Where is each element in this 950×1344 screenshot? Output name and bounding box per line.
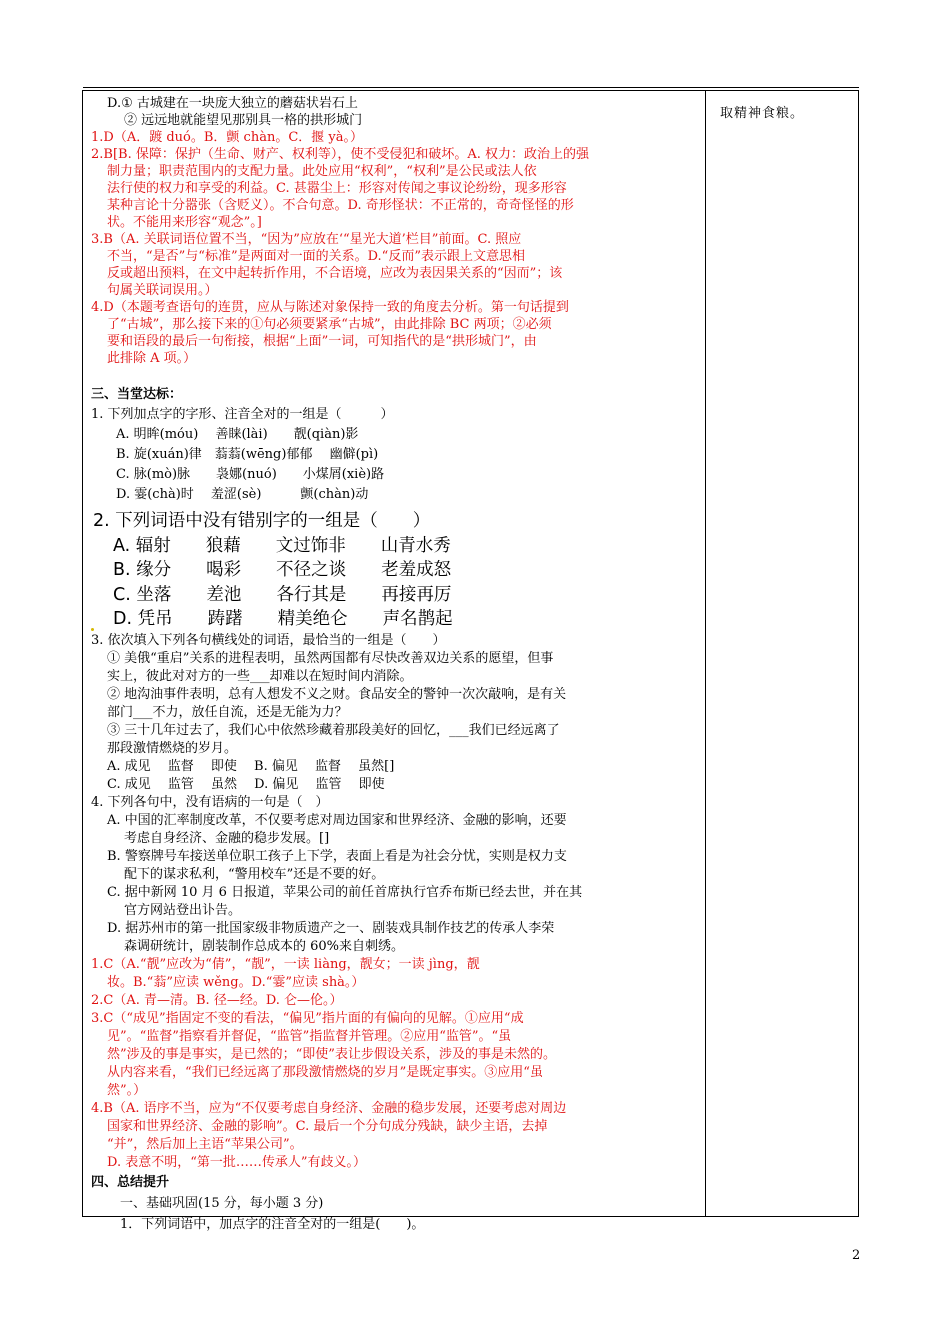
- answer-line: “并”，然后加上主语“苹果公司”。: [107, 1137, 303, 1152]
- page-number: 2: [852, 1248, 861, 1263]
- question-4-line: 配下的谋求私利，“警用校车”还是不要的好。: [124, 867, 385, 882]
- answer-line: 状。不能用来形容“观念”。]: [107, 215, 262, 230]
- answer-line: 3.B（A. 关联词语位置不当，“因为”应放在‘“星光大道’栏目”前面。C. 照应: [91, 232, 522, 247]
- question-3-line: ③ 三十几年过去了，我们心中依然珍藏着那段美好的回忆，___我们已经远离了: [107, 723, 560, 738]
- answer-line: 妆。B.“蓊”应读 wěng。D.“霎”应读 shà。）: [107, 975, 365, 990]
- header-rule: [83, 87, 859, 88]
- question-2-option-b: B. 缘分 喝彩 不径之谈 老羞成怒: [113, 560, 452, 580]
- question-2-stem: 2. 下列词语中没有错别字的一组是（ ）: [93, 511, 431, 531]
- question-4-line: A. 中国的汇率制度改革，不仅要考虑对周边国家和世界经济、金融的影响，还要: [107, 813, 567, 828]
- question-3-line: 那段激情燃烧的岁月。: [107, 741, 238, 756]
- question-3-options-cd: C. 成见 监管 虽然 D. 偏见 监管 即使: [107, 777, 385, 792]
- question-3-line: ② 地沟油事件表明，总有人想发不义之财。食品安全的警钟一次次敲响，是有关: [107, 687, 567, 702]
- answer-line: 1.C（A.“靓”应改为“倩”，“靓”，一读 liàng，靓女；一读 jìng，靓: [91, 957, 480, 972]
- answer-line: 句属关联词误用。）: [107, 283, 218, 298]
- answer-line: 法行使的权力和享受的利益。C. 甚嚣尘上：形容对传闻之事议论纷纷，现多形容: [107, 181, 567, 196]
- section-3-heading: 三、当堂达标：: [91, 387, 183, 402]
- question-3-options-ab: A. 成见 监督 即使 B. 偏见 监督 虽然[]: [107, 759, 395, 774]
- marker-dot: [91, 628, 94, 631]
- question-3-line: 部门___不力，放任自流，还是无能为力？: [107, 705, 348, 720]
- answer-line: 从内容来看，“我们已经远离了那段激情燃烧的岁月”是既定事实。③应用“虽: [107, 1065, 543, 1080]
- question-4-line: 森调研统计，剧装制作总成本的 60%来自刺绣。: [124, 939, 405, 954]
- question-3-line: 实上，彼此对对方的一些___却难以在短时间内消除。: [107, 669, 413, 684]
- question-2-option-a: A. 辐射 狼藉 文过饰非 山青水秀: [113, 536, 451, 556]
- question-3-stem: 3. 依次填入下列各句横线处的词语，最恰当的一组是（ ）: [91, 633, 446, 648]
- section-4-question-1: 1．下列词语中，加点字的注音全对的一组是( )。: [120, 1217, 425, 1232]
- answer-line: 4.B（A. 语序不当，应为“不仅要考虑自身经济、金融的稳步发展，还要考虑对周边: [91, 1101, 567, 1116]
- answer-line: 4.D（本题考查语句的连贯，应从与陈述对象保持一致的角度去分析。第一句话提到: [91, 300, 569, 315]
- question-1-option-b: B. 旋(xuán)律 蓊蓊(wēng)郁郁 幽僻(pì): [116, 447, 379, 462]
- question-4-stem: 4. 下列各句中，没有语病的一句是（ ）: [91, 795, 329, 810]
- question-4-line: 考虑自身经济、金融的稳步发展。[]: [124, 831, 330, 846]
- answer-line: D. 表意不明，“第一批……传承人”有歧义。）: [107, 1155, 367, 1170]
- answer-line: 然”。）: [107, 1083, 147, 1098]
- answer-line: 2.C（A. 青—清。B. 径—经。D. 仑—伦。）: [91, 993, 343, 1008]
- answer-line: 然”涉及的事是事实，是已然的；“即使”表让步假设关系，涉及的事是未然的。: [107, 1047, 556, 1062]
- answer-line: 反或超出预料，在文中起转折作用，不合语境，应改为表因果关系的“因而”；该: [107, 266, 563, 281]
- answer-line: 要和语段的最后一句衔接，根据“上面”一词，可知指代的是“拱形城门”，由: [107, 334, 537, 349]
- answer-line: 了“古城”，那么接下来的①句必须要紧承“古城”，由此排除 BC 两项；②必须: [107, 317, 552, 332]
- section-4-subheading: 一、基础巩固(15 分，每小题 3 分): [120, 1196, 324, 1211]
- question-1-option-a: A. 明眸(móu) 善睐(lài) 靓(qiàn)影: [116, 427, 359, 442]
- question-1-option-d: D. 霎(chà)时 羞涩(sè) 颤(chàn)动: [116, 487, 369, 502]
- question-1-option-c: C. 脉(mò)脉 袅娜(nuó) 小煤屑(xiè)路: [116, 467, 385, 482]
- answer-line: 2.B[B. 保障：保护（生命、财产、权利等），使不受侵犯和破坏。A. 权力：政治上的强: [91, 147, 589, 162]
- side-notes-cell: [706, 90, 859, 1217]
- answer-line: 某种言论十分嚣张（含贬义）。不合句意。D. 奇形怪状：不正常的，奇奇怪怪的形: [107, 198, 574, 213]
- answer-line: 不当，“是否”与“标准”是两面对一面的关系。D.“反而”表示跟上文意思相: [107, 249, 525, 264]
- question-2-option-c: C. 坐落 差池 各行其是 再接再厉: [113, 585, 452, 605]
- answer-line: 国家和世界经济、金融的影响”。C. 最后一个分句成分残缺，缺少主语，去掉: [107, 1119, 548, 1134]
- question-2-option-d: D. 凭吊 踌躇 精美绝仑 声名鹊起: [113, 609, 453, 629]
- answer-line: 3.C（“成见”指固定不变的看法，“偏见”指片面的有偏向的见解。①应用“成: [91, 1011, 524, 1026]
- question-1-stem: 1. 下列加点字的字形、注音全对的一组是（ ）: [91, 407, 394, 422]
- question-4-line: C. 据中新网 10 月 6 日报道，苹果公司的前任首席执行官乔布斯已经去世，并在其: [107, 885, 583, 900]
- answer-line: 制力量；职责范围内的支配力量。此处应用“权利”，“权利”是公民或法人依: [107, 164, 537, 179]
- option-d-line-2: ② 远远地就能望见那别具一格的拱形城门: [124, 113, 363, 128]
- answer-line: 此排除 A 项。）: [107, 351, 197, 366]
- section-4-heading: 四、总结提升: [91, 1175, 170, 1190]
- option-d-line-1: D.① 古城建在一块庞大独立的蘑菇状岩石上: [107, 96, 358, 111]
- question-3-line: ① 美俄“重启”关系的进程表明，虽然两国都有尽快改善双边关系的愿望，但事: [107, 651, 554, 666]
- answer-line: 1.D（A．踱 duó。B．颤 chàn。C．揠 yà。）: [91, 130, 364, 145]
- question-4-line: B. 警察牌号车接送单位职工孩子上下学，表面上看是为社会分忧，实则是权力支: [107, 849, 567, 864]
- side-note: 取精神食粮。: [720, 106, 805, 121]
- question-4-line: 官方网站登出讣告。: [124, 903, 242, 918]
- question-4-line: D. 据苏州市的第一批国家级非物质遗产之一、剧装戏具制作技艺的传承人李荣: [107, 921, 555, 936]
- answer-line: 见”。“监督”指察看并督促，“监管”指监督并管理。②应用“监管”。“虽: [107, 1029, 512, 1044]
